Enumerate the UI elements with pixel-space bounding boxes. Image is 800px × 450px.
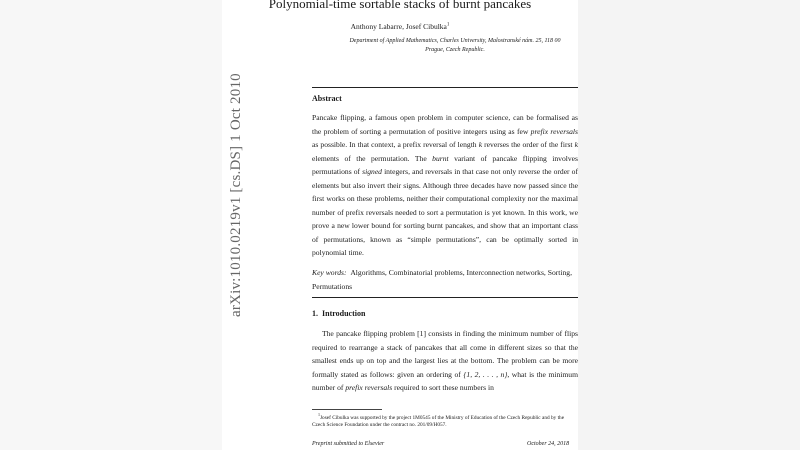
abstract-text-5: variant of pancake flipping involves permutations of: [312, 153, 578, 176]
abstract-em-burnt: burnt: [432, 153, 449, 163]
author-footnote-mark: 1: [446, 22, 450, 28]
abstract-text-1: Pancake flipping, a famous open problem in computer science, can be formalised as the problem of sorting a permutation of positive integers using as few: [312, 113, 578, 136]
intro-em-prefix-reversals: prefix reversals: [345, 383, 393, 392]
author-names: Anthony Labarre, Josef Cibulka: [350, 22, 447, 31]
section-title: Introduction: [322, 309, 366, 318]
abstract-em-prefix-reversals: prefix reversals: [530, 126, 578, 136]
intro-text-2: , what is the minimum number of: [312, 369, 578, 392]
footnote-mark: 1: [318, 412, 320, 417]
affiliation-line-1: Department of Applied Mathematics, Charles University, Malostranské nám. 25, 118 00: [349, 38, 561, 44]
paper-title: Polynomial-time sortable stacks of burnt pancakes: [268, 0, 532, 11]
keywords-label: Key words:: [312, 268, 347, 277]
footnote: [312, 411, 578, 430]
abstract-heading: Abstract: [312, 94, 342, 103]
intro-text-1: The pancake flipping problem [1] consists in finding the minimum number of flips required to rearrange a stack of pancakes that all come in different sizes so that the smallest ends up on top and the largest lies at the bottom. The problem can be more formally stated as follows: given an ordering of: [312, 329, 578, 379]
affiliation: [310, 37, 600, 55]
intro-text-3: required to sort these numbers in: [392, 383, 494, 392]
abstract-text-4: elements of the permutation. The: [312, 153, 433, 163]
abstract-em-signed: signed: [362, 167, 382, 176]
keywords-text: Algorithms, Combinatorial problems, Interconnection networks, Sorting, Permutations: [312, 268, 572, 291]
abstract-text-2: as possible. In that context, a prefix reversal of length: [312, 140, 479, 149]
abstract-bottom-rule: [312, 297, 578, 298]
abstract-top-rule: [312, 87, 578, 88]
footnote-rule: [312, 409, 382, 410]
footer-preprint: Preprint submitted to Elsevier: [312, 441, 385, 447]
left-margin-backdrop: [0, 0, 222, 450]
section-heading: [312, 309, 365, 318]
abstract-var-k-1: k: [478, 140, 483, 149]
abstract-var-k-2: k: [574, 140, 578, 149]
authors: [222, 22, 578, 31]
affiliation-line-2: Prague, Czech Republic.: [425, 47, 485, 53]
footer-date: October 24, 2018: [527, 441, 570, 447]
abstract-text-6: integers, and reversals in that case not only reverse the order of elements but also invert their signs. Although three decades have now passed since the first works on these problems, neither their computational complexity nor the maximal number of prefix reversals needed to sort a permutation is yet known. In this work, we prove a new lower bound for sorting burnt pancakes, and show that an important class of permutations, known as “simple permutations”, can be optimally sorted in polynomial time.: [312, 167, 578, 257]
abstract-text-3: reverses the order of the first: [482, 140, 575, 149]
keywords: [312, 266, 578, 293]
abstract-body: [312, 111, 578, 260]
footnote-text: Josef Cibulka was supported by the project 1M0545 of the Ministry of Education of the Czech Republic and by the Czech Science Foundation under the contract no. 201/09/H057.: [312, 414, 565, 429]
intro-set: {1, 2, . . . , n}: [463, 369, 508, 379]
section-number: 1.: [312, 309, 318, 318]
arxiv-identifier: arXiv:1010.0219v1 [cs.DS] 1 Oct 2010: [228, 73, 244, 317]
introduction-paragraph: [312, 327, 578, 395]
right-margin-backdrop: [578, 0, 800, 450]
